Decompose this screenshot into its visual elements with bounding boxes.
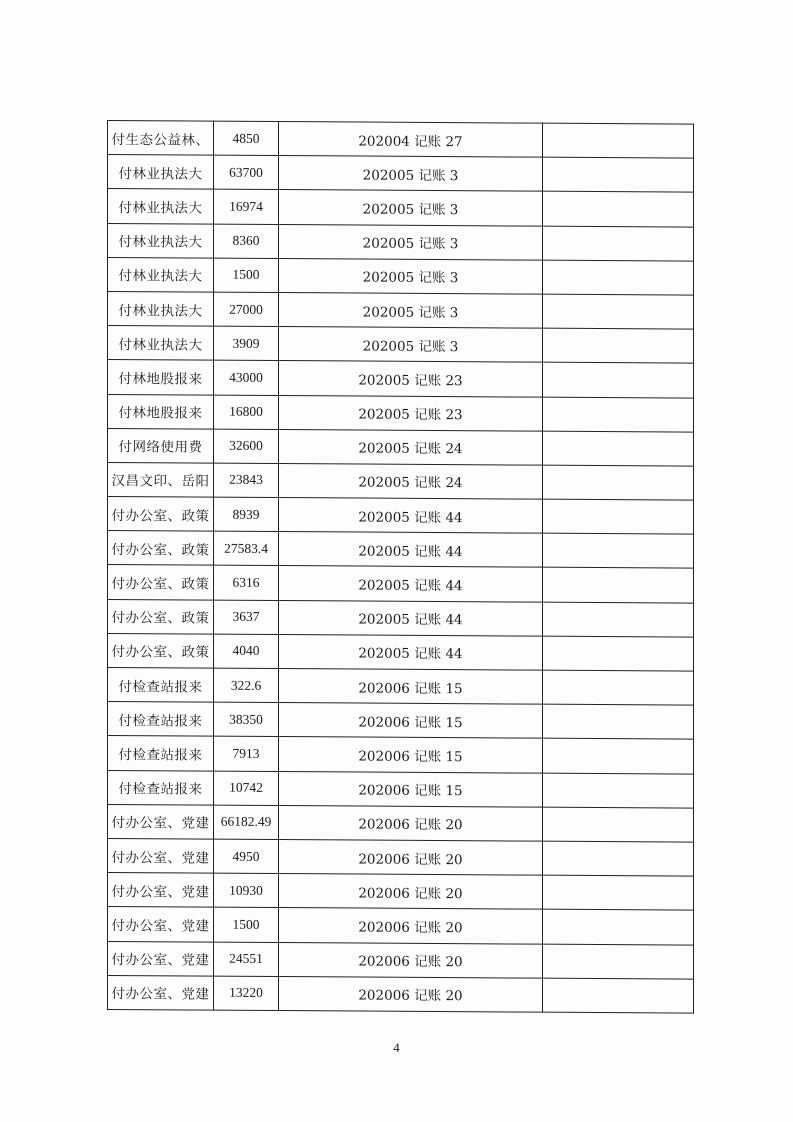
table-row <box>108 462 694 500</box>
payment-description-cell: 付检查站报来 <box>108 770 214 805</box>
payment-description-cell: 付办公室、党建 <box>108 804 214 839</box>
empty-cell <box>543 602 694 637</box>
payment-description-cell: 付林业执法大 <box>108 326 214 361</box>
voucher-reference-cell: 202005 记账 44 <box>279 600 543 636</box>
table-row <box>108 257 694 295</box>
payment-description-cell: 付办公室、党建 <box>108 975 214 1010</box>
table-row <box>108 497 694 535</box>
table-row <box>108 975 694 1013</box>
voucher-reference-cell: 202005 记账 44 <box>279 566 543 602</box>
table-row <box>108 838 694 876</box>
empty-cell <box>543 739 694 774</box>
empty-cell <box>543 431 694 466</box>
voucher-reference-cell: 202005 记账 3 <box>279 224 543 260</box>
table-row <box>108 941 694 979</box>
amount-cell: 1500 <box>214 258 279 293</box>
amount-cell: 27583.4 <box>214 531 279 566</box>
amount-cell: 32600 <box>214 429 279 464</box>
voucher-reference-cell: 202005 记账 44 <box>279 532 543 568</box>
amount-cell: 3909 <box>214 326 279 361</box>
table-row <box>108 907 694 945</box>
ledger-table <box>107 120 694 1013</box>
table-row <box>108 565 694 603</box>
amount-cell: 23843 <box>214 463 279 498</box>
payment-description-cell: 付检查站报来 <box>108 668 214 703</box>
amount-cell: 7913 <box>214 737 279 772</box>
amount-cell: 13220 <box>214 976 279 1011</box>
empty-cell <box>543 328 694 363</box>
payment-description-cell: 付检查站报来 <box>108 736 214 771</box>
empty-cell <box>543 397 694 432</box>
amount-cell: 38350 <box>214 702 279 737</box>
empty-cell <box>543 978 694 1013</box>
empty-cell <box>543 636 694 671</box>
empty-cell <box>543 362 694 397</box>
amount-cell: 8360 <box>214 224 279 259</box>
table-row <box>108 326 694 364</box>
table-row <box>108 804 694 842</box>
voucher-reference-cell: 202005 记账 44 <box>279 634 543 670</box>
amount-cell: 4850 <box>214 121 279 156</box>
payment-description-cell: 付检查站报来 <box>108 702 214 737</box>
voucher-reference-cell: 202006 记账 15 <box>279 703 543 739</box>
voucher-reference-cell: 202006 记账 15 <box>279 737 543 773</box>
empty-cell <box>543 123 694 158</box>
amount-cell: 322.6 <box>214 668 279 703</box>
table-row <box>108 291 694 329</box>
amount-cell: 8939 <box>214 497 279 532</box>
voucher-reference-cell: 202005 记账 23 <box>279 361 543 397</box>
payment-description-cell: 付办公室、政策 <box>108 531 214 566</box>
empty-cell <box>543 294 694 329</box>
amount-cell: 16800 <box>214 395 279 430</box>
amount-cell: 27000 <box>214 292 279 327</box>
amount-cell: 1500 <box>214 907 279 942</box>
table-row <box>108 428 694 466</box>
payment-description-cell: 付办公室、政策 <box>108 599 214 634</box>
payment-description-cell: 付办公室、党建 <box>108 873 214 908</box>
table-row <box>108 633 694 671</box>
voucher-reference-cell: 202006 记账 20 <box>279 908 543 944</box>
payment-description-cell: 付办公室、党建 <box>108 941 214 976</box>
payment-description-cell: 付林地股报来 <box>108 360 214 395</box>
table-row <box>108 668 694 706</box>
empty-cell <box>543 499 694 534</box>
voucher-reference-cell: 202005 记账 3 <box>279 258 543 294</box>
empty-cell <box>543 465 694 500</box>
payment-description-cell: 付办公室、政策 <box>108 633 214 668</box>
payment-description-cell: 付林业执法大 <box>108 155 214 190</box>
empty-cell <box>543 533 694 568</box>
payment-description-cell: 付办公室、党建 <box>108 907 214 942</box>
empty-cell <box>543 157 694 192</box>
amount-cell: 10930 <box>214 873 279 908</box>
ledger-body <box>108 121 694 1013</box>
amount-cell: 3637 <box>214 600 279 635</box>
voucher-reference-cell: 202006 记账 20 <box>279 874 543 910</box>
table-row <box>108 360 694 398</box>
table-row <box>108 223 694 261</box>
table-row <box>108 121 694 159</box>
voucher-reference-cell: 202005 记账 3 <box>279 292 543 328</box>
amount-cell: 4950 <box>214 839 279 874</box>
voucher-reference-cell: 202006 记账 20 <box>279 942 543 978</box>
table-row <box>108 599 694 637</box>
payment-description-cell: 汉昌文印、岳阳 <box>108 462 214 497</box>
table-row <box>108 155 694 193</box>
amount-cell: 4040 <box>214 634 279 669</box>
voucher-reference-cell: 202006 记账 15 <box>279 669 543 705</box>
empty-cell <box>543 773 694 808</box>
table-row <box>108 394 694 432</box>
amount-cell: 6316 <box>214 566 279 601</box>
empty-cell <box>543 841 694 876</box>
voucher-reference-cell: 202006 记账 20 <box>279 805 543 841</box>
payment-description-cell: 付林业执法大 <box>108 291 214 326</box>
voucher-reference-cell: 202005 记账 24 <box>279 463 543 499</box>
empty-cell <box>543 875 694 910</box>
amount-cell: 66182.49 <box>214 805 279 840</box>
voucher-reference-cell: 202006 记账 20 <box>279 976 543 1012</box>
amount-cell: 63700 <box>214 155 279 190</box>
voucher-reference-cell: 202005 记账 3 <box>279 327 543 363</box>
amount-cell: 43000 <box>214 360 279 395</box>
empty-cell <box>543 704 694 739</box>
empty-cell <box>543 670 694 705</box>
empty-cell <box>543 260 694 295</box>
payment-description-cell: 付办公室、政策 <box>108 497 214 532</box>
empty-cell <box>543 192 694 227</box>
payment-description-cell: 付林业执法大 <box>108 257 214 292</box>
table-row <box>108 531 694 569</box>
empty-cell <box>543 944 694 979</box>
voucher-reference-cell: 202005 记账 3 <box>279 190 543 226</box>
empty-cell <box>543 568 694 603</box>
table-row <box>108 189 694 227</box>
payment-description-cell: 付办公室、党建 <box>108 838 214 873</box>
voucher-reference-cell: 202004 记账 27 <box>279 122 543 158</box>
voucher-reference-cell: 202005 记账 24 <box>279 429 543 465</box>
empty-cell <box>543 909 694 944</box>
payment-description-cell: 付生态公益林、 <box>108 121 214 156</box>
voucher-reference-cell: 202005 记账 3 <box>279 156 543 192</box>
voucher-reference-cell: 202005 记账 23 <box>279 395 543 431</box>
amount-cell: 16974 <box>214 190 279 225</box>
voucher-reference-cell: 202006 记账 15 <box>279 771 543 807</box>
amount-cell: 10742 <box>214 771 279 806</box>
table-row <box>108 873 694 911</box>
voucher-reference-cell: 202005 记账 44 <box>279 498 543 534</box>
empty-cell <box>543 807 694 842</box>
page-number: 4 <box>393 1040 400 1055</box>
table-row <box>108 770 694 808</box>
payment-description-cell: 付网络使用费 <box>108 428 214 463</box>
table-row <box>108 736 694 774</box>
payment-description-cell: 付林业执法大 <box>108 223 214 258</box>
payment-description-cell: 付林地股报来 <box>108 394 214 429</box>
voucher-reference-cell: 202006 记账 20 <box>279 839 543 875</box>
amount-cell: 24551 <box>214 942 279 977</box>
table-row <box>108 702 694 740</box>
payment-description-cell: 付林业执法大 <box>108 189 214 224</box>
empty-cell <box>543 226 694 261</box>
payment-description-cell: 付办公室、政策 <box>108 565 214 600</box>
